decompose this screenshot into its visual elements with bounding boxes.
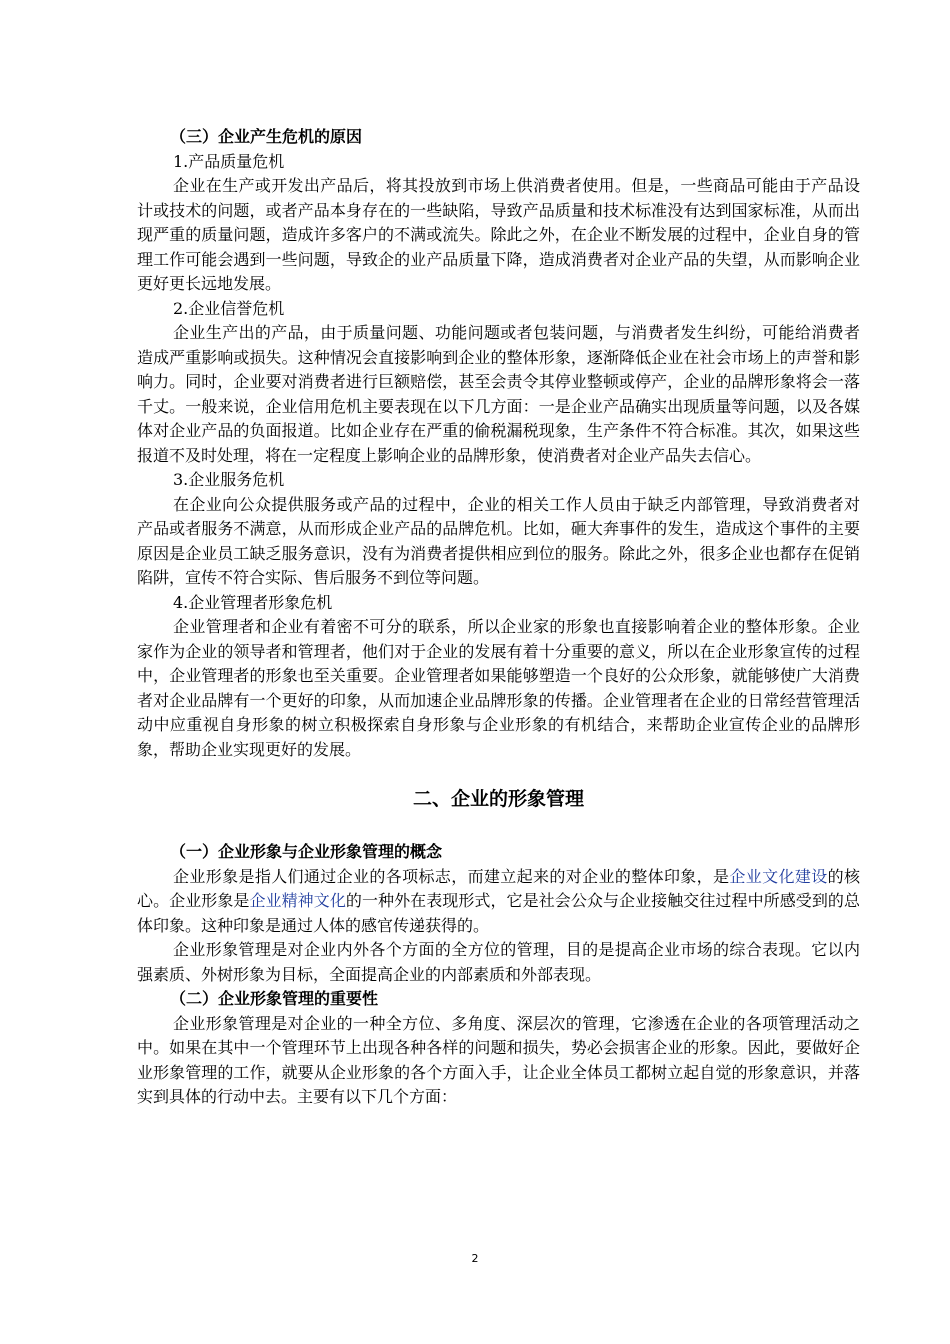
paragraph-concept-1 [137, 865, 860, 939]
subheading-reputation: 2.企业信誉危机 [173, 298, 285, 318]
link-corporate-culture[interactable]: 企业文化建设 [729, 866, 828, 886]
subheading-manager-image: 4.企业管理者形象危机 [173, 592, 333, 612]
link-corporate-spirit[interactable]: 企业精神文化 [249, 891, 346, 910]
paragraph-service: 在企业向公众提供服务或产品的过程中，企业的相关工作人员由于缺乏内部管理，导致消费者对产品或者服务不满意，从而形成企业产品的品牌危机。比如，砸大奔事件的发生，造成这个事件的主要原因是企业员工缺乏服务意识，没有为消费者提供相应到位的服务。除此之外，很多企业也都存在促销陷阱，宣传不符合实际、售后服务不到位等问题。 [137, 494, 860, 587]
paragraph-importance: 企业形象管理是对企业的一种全方位、多角度、深层次的管理，它渗透在企业的各项管理活动之中。如果在其中一个管理环节上出现各种各样的问题和损失，势必会损害企业的形象。因此，要做好企业形象管理的工作，就要从企业形象的各个方面入手，让企业全体员工都树立起自觉的形象意识，并落实到具体的行动中去。主要有以下几个方面： [137, 1013, 860, 1106]
paragraph-reputation: 企业生产出的产品，由于质量问题、功能问题或者包装问题，与消费者发生纠纷，可能给消费者造成严重影响或损失。这种情况会直接影响到企业的整体形象，逐渐降低企业在社会市场上的声誉和影响力。同时，企业要对消费者进行巨额赔偿，甚至会责令其停业整顿或停产，企业的品牌形象将会一落千丈。一般来说，企业信用危机主要表现在以下几方面：一是企业产品确实出现质量等问题，以及各媒体对企业产品的负面报道。比如企业存在严重的偷税漏税现象，生产条件不符合标准。其次，如果这些报道不及时处理，将在一定程度上影响企业的品牌形象，使消费者对企业产品失去信心。 [137, 323, 860, 465]
subheading-service: 3.企业服务危机 [173, 470, 285, 489]
section-heading-causes: （三）企业产生危机的原因 [170, 127, 363, 146]
paragraph-product-quality: 企业在生产或开发出产品后，将其投放到市场上供消费者使用。但是，一些商品可能由于产品设计或技术的问题，或者产品本身存在的一些缺陷，导致产品质量和技术标准没有达到国家标准，从而出现严重的质量问题，造成许多客户的不满或流失。除此之外，在企业不断发展的过程中，企业自身的管理工作可能会遇到一些问题，导致企的业产品质量下降，造成消费者对企业产品的失望，从而影响企业更好更长远地发展。 [137, 176, 860, 293]
chapter-heading: 二、企业的形象管理 [412, 788, 584, 810]
paragraph-text: 企业形象是指人们通过企业的各项标志，而建立起来的对企业的整体印象，是 [173, 866, 730, 886]
paragraph-manager-image: 企业管理者和企业有着密不可分的联系，所以企业家的形象也直接影响着企业的整体形象。企业家作为企业的领导者和管理者，他们对于企业的发展有着十分重要的意义，所以在企业形象宣传的过程中，企业管理者的形象也至关重要。企业管理者如果能够塑造一个良好的公众形象，就能够使广大消费者对企业品牌有一个更好的印象，从而加速企业品牌形象的传播。企业管理者在企业的日常经营管理活动中应重视自身形象的树立积极探索自身形象与企业形象的有机结合，来帮助企业宣传企业的品牌形象，帮助企业实现更好的发展。 [137, 617, 860, 759]
paragraph-concept-2: 企业形象管理是对企业内外各个方面的全方位的管理，目的是提高企业市场的综合表现。它以内强素质、外树形象为目标，全面提高企业的内部素质和外部表现。 [137, 940, 860, 984]
section-heading-concept: （一）企业形象与企业形象管理的概念 [170, 842, 443, 861]
paragraph-text: 的一种外在表现形式，它是社会公众与企业接触交往过程中所感受到的总体印象。这种印象是通过人体的感官传递获得的。 [137, 891, 860, 935]
subheading-product-quality: 1.产品质量危机 [173, 151, 285, 171]
paragraph-text: 的核心。企业形象是 [137, 866, 860, 910]
page-number: 2 [471, 1252, 479, 1265]
page-content [137, 125, 860, 1110]
section-heading-importance: （二）企业形象管理的重要性 [170, 989, 379, 1008]
